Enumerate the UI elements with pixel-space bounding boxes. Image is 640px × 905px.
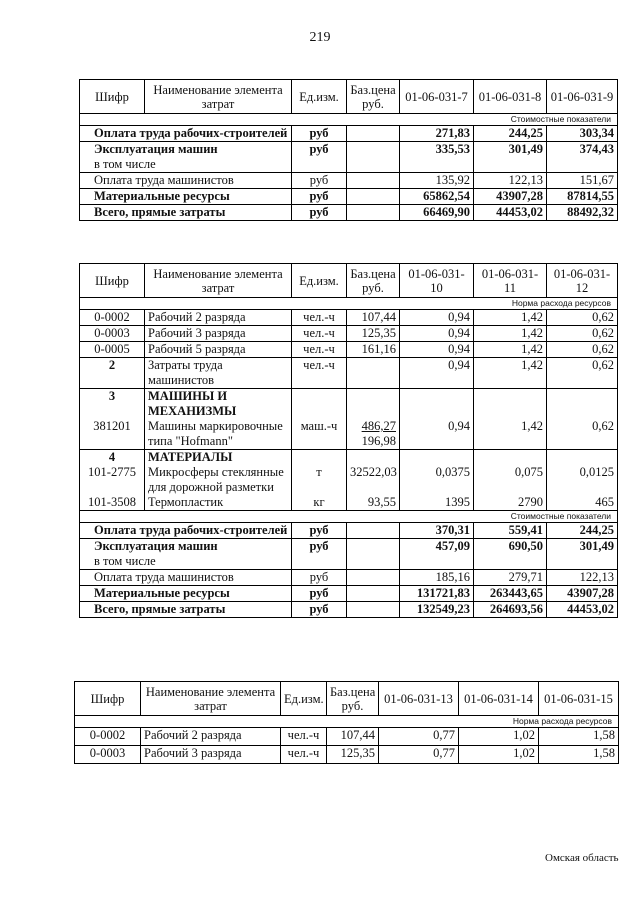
row-value: 1,02 xyxy=(459,746,539,764)
row-value: 0,0125 465 xyxy=(547,450,618,511)
row-name: Рабочий 3 разряда xyxy=(141,746,281,764)
row-value: 43907,28 xyxy=(474,189,547,205)
header-row xyxy=(75,682,619,716)
section-row xyxy=(80,298,618,310)
row-unit: руб xyxy=(292,539,347,570)
row-name: Рабочий 2 разряда xyxy=(141,728,281,746)
row-value: 0,77 xyxy=(379,728,459,746)
row-value: 44453,02 xyxy=(547,602,618,618)
section-label: Стоимостные показатели xyxy=(80,114,618,126)
row-unit: руб xyxy=(292,173,347,189)
row-value: 1,58 xyxy=(539,728,619,746)
table-row xyxy=(80,205,618,221)
row-value: 370,31 xyxy=(400,523,474,539)
table-row xyxy=(80,358,618,389)
row-name: Рабочий 3 разряда xyxy=(145,326,292,342)
table-row xyxy=(80,523,618,539)
header-name: Наименование элемента затрат xyxy=(145,80,292,114)
row-name: Материальные ресурсы xyxy=(80,189,292,205)
header-code: 01-06-031-7 xyxy=(400,80,474,114)
row-unit: чел.-ч xyxy=(292,358,347,389)
table-row xyxy=(75,728,619,746)
header-code: 01-06-031-12 xyxy=(547,264,618,298)
table-row xyxy=(80,389,618,450)
header-name: Наименование элемента затрат xyxy=(145,264,292,298)
row-value: 135,92 xyxy=(400,173,474,189)
row-name: Материальные ресурсы xyxy=(80,586,292,602)
row-code: 0-0003 xyxy=(80,326,145,342)
cost-table-2 xyxy=(79,263,618,618)
row-value: 87814,55 xyxy=(547,189,618,205)
row-name: Оплата труда рабочих-строителей xyxy=(80,126,292,142)
header-cipher: Шифр xyxy=(80,80,145,114)
header-base-price: Баз.цена руб. xyxy=(347,264,400,298)
cost-table-1 xyxy=(79,79,618,221)
row-code: 0-0002 xyxy=(80,310,145,326)
row-value: 279,71 xyxy=(474,570,547,586)
row-value: 0,94 xyxy=(400,326,474,342)
table-row xyxy=(80,570,618,586)
row-value: 0,94 xyxy=(400,342,474,358)
table-row xyxy=(80,450,618,511)
row-value: 0,62 xyxy=(547,310,618,326)
row-name: Оплата труда машинистов xyxy=(80,570,292,586)
row-name: Оплата труда рабочих-строителей xyxy=(80,523,292,539)
row-value: 122,13 xyxy=(474,173,547,189)
row-value: 457,09 xyxy=(400,539,474,570)
row-name: Эксплуатация машин в том числе xyxy=(80,539,292,570)
row-unit: руб xyxy=(292,570,347,586)
row-price: 107,44 xyxy=(347,310,400,326)
row-value: 0,94 xyxy=(400,358,474,389)
row-code: 2 xyxy=(80,358,145,389)
row-unit: чел.-ч xyxy=(292,310,347,326)
header-cipher: Шифр xyxy=(75,682,141,716)
row-value: 44453,02 xyxy=(474,205,547,221)
row-value: 132549,23 xyxy=(400,602,474,618)
row-value: 0,075 2790 xyxy=(474,450,547,511)
row-price: 125,35 xyxy=(347,326,400,342)
table-row xyxy=(80,326,618,342)
row-value: 264693,56 xyxy=(474,602,547,618)
row-value: 0,94 xyxy=(400,310,474,326)
header-row xyxy=(80,80,618,114)
row-unit: чел.-ч xyxy=(292,342,347,358)
row-unit: руб xyxy=(292,602,347,618)
table-row xyxy=(80,126,618,142)
row-name: Затраты труда машинистов xyxy=(145,358,292,389)
row-value: 271,83 xyxy=(400,126,474,142)
row-value: 131721,83 xyxy=(400,586,474,602)
row-unit: руб xyxy=(292,586,347,602)
row-name: Оплата труда машинистов xyxy=(80,173,292,189)
row-value: 151,67 xyxy=(547,173,618,189)
row-value: 0,62 xyxy=(547,358,618,389)
row-value: 43907,28 xyxy=(547,586,618,602)
row-value: 0,62 xyxy=(547,342,618,358)
row-value: 122,13 xyxy=(547,570,618,586)
table-row xyxy=(80,342,618,358)
header-unit: Ед.изм. xyxy=(292,264,347,298)
row-value: 1,42 xyxy=(474,389,547,450)
header-name: Наименование элемента затрат xyxy=(141,682,281,716)
row-value: 0,62 xyxy=(547,389,618,450)
row-price: 32522,03 93,55 xyxy=(347,450,400,511)
row-unit: чел.-ч xyxy=(281,746,327,764)
header-code: 01-06-031-11 xyxy=(474,264,547,298)
row-code: 0-0003 xyxy=(75,746,141,764)
row-unit: руб xyxy=(292,126,347,142)
table-row xyxy=(80,189,618,205)
row-code: 0-0005 xyxy=(80,342,145,358)
row-value: 66469,90 xyxy=(400,205,474,221)
row-value: 374,43 xyxy=(547,142,618,173)
header-code: 01-06-031-14 xyxy=(459,682,539,716)
header-unit: Ед.изм. xyxy=(281,682,327,716)
row-value: 1,42 xyxy=(474,326,547,342)
row-code: 3 381201 xyxy=(80,389,145,450)
row-name: МАШИНЫ И МЕХАНИЗМЫ Машины маркировочные типа "Hofmann" xyxy=(145,389,292,450)
row-value: 0,77 xyxy=(379,746,459,764)
row-value: 244,25 xyxy=(474,126,547,142)
header-code: 01-06-031-8 xyxy=(474,80,547,114)
row-value: 65862,54 xyxy=(400,189,474,205)
header-base-price: Баз.цена руб. xyxy=(347,80,400,114)
row-price: 125,35 xyxy=(327,746,379,764)
row-value: 0,0375 1395 xyxy=(400,450,474,511)
header-unit: Ед.изм. xyxy=(292,80,347,114)
row-value: 0,62 xyxy=(547,326,618,342)
header-row xyxy=(80,264,618,298)
table-row xyxy=(80,586,618,602)
row-unit: чел.-ч xyxy=(292,326,347,342)
row-value: 303,34 xyxy=(547,126,618,142)
row-price: 486,27 196,98 xyxy=(347,389,400,450)
row-value: 185,16 xyxy=(400,570,474,586)
section-row xyxy=(80,511,618,523)
row-value: 559,41 xyxy=(474,523,547,539)
row-name: МАТЕРИАЛЫ Микросферы стеклянные для дорожной разметки Термопластик xyxy=(145,450,292,511)
header-code: 01-06-031-10 xyxy=(400,264,474,298)
row-value: 88492,32 xyxy=(547,205,618,221)
table-row xyxy=(80,602,618,618)
row-value: 301,49 xyxy=(547,539,618,570)
row-unit: руб xyxy=(292,523,347,539)
row-value: 1,42 xyxy=(474,342,547,358)
section-row xyxy=(80,114,618,126)
row-code: 4 101-2775 101-3508 xyxy=(80,450,145,511)
header-code: 01-06-031-15 xyxy=(539,682,619,716)
row-value: 1,02 xyxy=(459,728,539,746)
row-price: 161,16 xyxy=(347,342,400,358)
table-row xyxy=(80,310,618,326)
row-unit: руб xyxy=(292,142,347,173)
header-base-price: Баз.цена руб. xyxy=(327,682,379,716)
row-name: Всего, прямые затраты xyxy=(80,602,292,618)
row-value: 335,53 xyxy=(400,142,474,173)
row-price: 107,44 xyxy=(327,728,379,746)
page-number: 219 xyxy=(309,30,331,45)
row-value: 0,94 xyxy=(400,389,474,450)
row-name: Эксплуатация машин в том числе xyxy=(80,142,292,173)
row-unit: маш.-ч xyxy=(292,389,347,450)
header-cipher: Шифр xyxy=(80,264,145,298)
table-row xyxy=(80,539,618,570)
row-unit: руб xyxy=(292,205,347,221)
section-label: Норма расхода ресурсов xyxy=(75,716,619,728)
row-unit: т кг xyxy=(292,450,347,511)
header-code: 01-06-031-9 xyxy=(547,80,618,114)
header-code: 01-06-031-13 xyxy=(379,682,459,716)
row-name: Всего, прямые затраты xyxy=(80,205,292,221)
table-row xyxy=(75,746,619,764)
section-row xyxy=(75,716,619,728)
row-value: 301,49 xyxy=(474,142,547,173)
row-unit: руб xyxy=(292,189,347,205)
row-name: Рабочий 2 разряда xyxy=(145,310,292,326)
section-label: Норма расхода ресурсов xyxy=(80,298,618,310)
row-name: Рабочий 5 разряда xyxy=(145,342,292,358)
row-code: 0-0002 xyxy=(75,728,141,746)
section-label: Стоимостные показатели xyxy=(80,511,618,523)
row-value: 244,25 xyxy=(547,523,618,539)
row-value: 690,50 xyxy=(474,539,547,570)
row-value: 1,42 xyxy=(474,310,547,326)
row-unit: чел.-ч xyxy=(281,728,327,746)
row-value: 263443,65 xyxy=(474,586,547,602)
row-value: 1,58 xyxy=(539,746,619,764)
table-row xyxy=(80,142,618,173)
cost-table-3 xyxy=(74,681,619,764)
row-value: 1,42 xyxy=(474,358,547,389)
table-row xyxy=(80,173,618,189)
region-footer: Омская область xyxy=(545,852,619,864)
